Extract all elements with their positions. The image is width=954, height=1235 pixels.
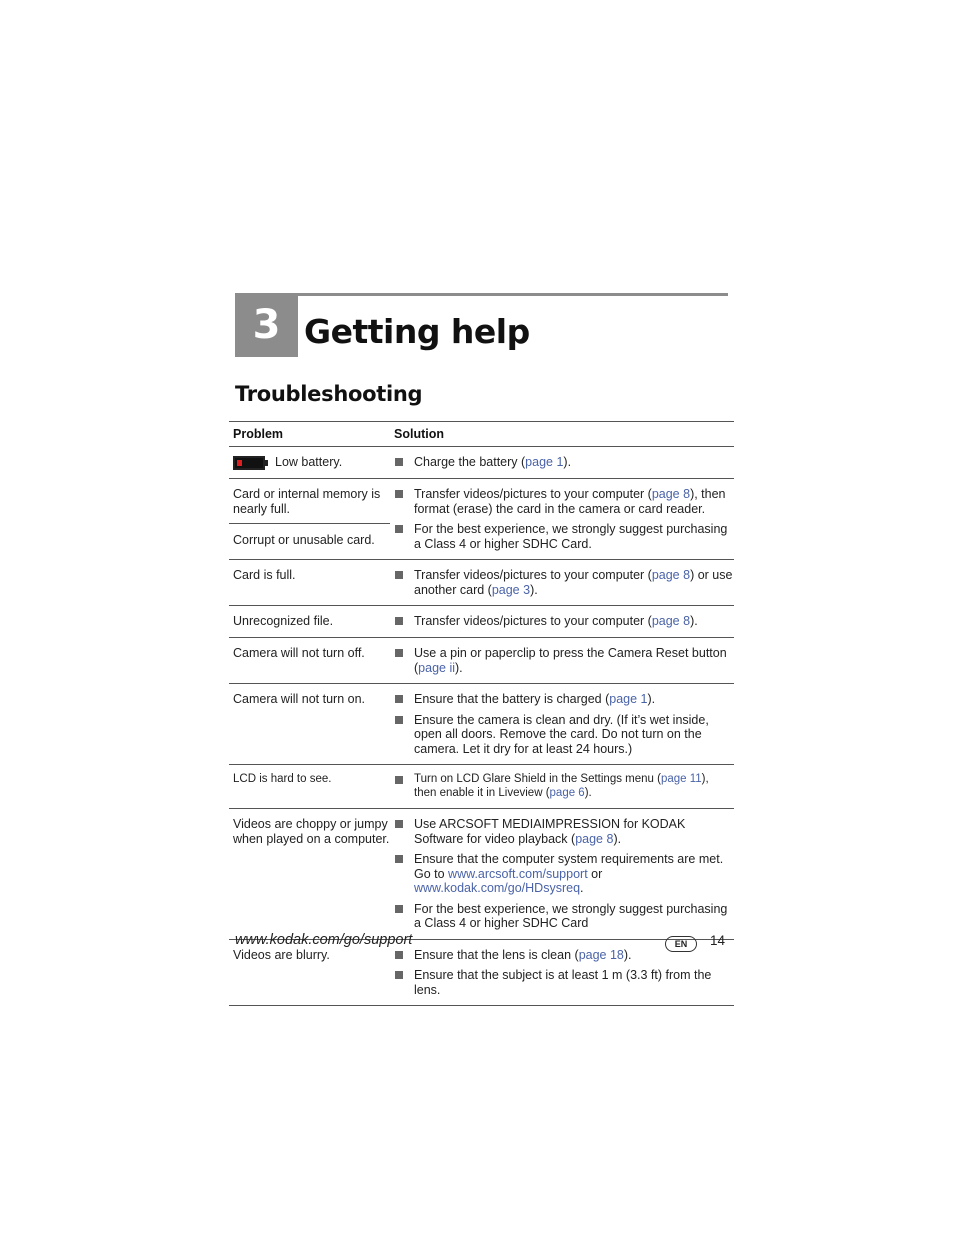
bullet-square-icon — [395, 855, 403, 863]
text-run: ) or use another card ( — [414, 568, 733, 597]
text-run: Turn on LCD Glare Shield in the Settings menu ( — [414, 773, 661, 785]
text-run: Transfer videos/pictures to your computer ( — [414, 568, 652, 582]
problem-text: Card is full. — [233, 568, 296, 582]
cross-reference-link[interactable]: page ii — [418, 660, 456, 675]
text-run: ), then enable it in Liveview ( — [414, 773, 709, 799]
solution-text — [414, 713, 734, 757]
problem-cell — [229, 479, 390, 559]
table-row — [229, 559, 734, 605]
cross-reference-link[interactable]: page 8 — [651, 568, 691, 582]
solution-text — [414, 692, 734, 707]
text-run: Transfer videos/pictures to your computer ( — [414, 487, 652, 501]
text-run: ). — [623, 947, 632, 962]
solution-cell — [390, 684, 734, 764]
bullet-square-icon — [395, 490, 403, 498]
table-row — [229, 478, 734, 559]
text-run: Ensure that the lens is clean ( — [414, 947, 579, 962]
footer-url[interactable]: www.kodak.com/go/support — [235, 932, 413, 948]
problem-text: LCD is hard to see. — [233, 773, 332, 785]
text-run: ). — [455, 660, 463, 675]
language-badge: EN — [665, 936, 697, 952]
solution-cell — [390, 479, 734, 559]
text-run: Use a pin or paperclip to press the Camera Reset button ( — [414, 646, 727, 675]
bullet-square-icon — [395, 649, 403, 657]
problem-text: Videos are blurry. — [233, 947, 330, 962]
solution-text — [414, 646, 734, 675]
cross-reference-link[interactable]: page 3 — [491, 582, 531, 597]
bullet-square-icon — [395, 776, 403, 784]
problem-text: Card or internal memory is nearly full. — [233, 487, 381, 516]
solution-item — [394, 455, 734, 470]
bullet-square-icon — [395, 716, 403, 724]
table-row — [229, 939, 734, 1007]
table-row — [229, 637, 734, 683]
text-run: Ensure that the subject is at least 1 m (3.3 ft) from the lens. — [414, 968, 712, 997]
solution-item — [394, 487, 734, 516]
bullet-square-icon — [395, 458, 403, 466]
cross-reference-link[interactable]: page 11 — [660, 773, 702, 785]
chapter-title: Getting help — [304, 312, 530, 351]
cross-reference-link[interactable]: page 1 — [525, 455, 564, 469]
problem-text: Corrupt or unusable card. — [229, 523, 390, 558]
solution-text — [414, 773, 734, 800]
cross-reference-link[interactable]: page 18 — [578, 947, 624, 962]
solution-cell — [390, 765, 734, 808]
problem-cell — [229, 447, 390, 478]
bullet-square-icon — [395, 571, 403, 579]
solution-text — [414, 568, 734, 597]
solution-item — [394, 902, 734, 931]
problem-cell — [229, 809, 390, 939]
bullet-square-icon — [395, 525, 403, 533]
text-run: ). — [690, 614, 698, 628]
text-run: ), then format (erase) the card in the camera or card reader. — [414, 487, 726, 516]
solution-text — [414, 614, 734, 629]
solution-item — [394, 968, 734, 997]
solution-text — [414, 817, 734, 846]
solution-cell — [390, 809, 734, 939]
cross-reference-link[interactable]: www.arcsoft.com/support — [448, 866, 588, 881]
solution-cell — [390, 560, 734, 605]
solution-item — [394, 522, 734, 551]
table-row — [229, 605, 734, 637]
bullet-square-icon — [395, 820, 403, 828]
table-row — [229, 683, 734, 764]
section-title: Troubleshooting — [235, 382, 423, 406]
problem-text: Unrecognized file. — [233, 614, 334, 628]
text-run: For the best experience, we strongly suggest purchasing a Class 4 or higher SDHC Card — [414, 901, 728, 930]
page-number: 14 — [710, 933, 726, 948]
solution-header: Solution — [394, 427, 444, 441]
cross-reference-link[interactable]: page 1 — [609, 692, 648, 706]
solution-item — [394, 646, 734, 675]
problem-text: Camera will not turn on. — [233, 692, 366, 706]
text-run: ). — [530, 582, 538, 597]
solution-item — [394, 692, 734, 707]
solution-text — [414, 455, 734, 470]
table-row — [229, 764, 734, 808]
text-run: or — [587, 866, 603, 881]
low-battery-icon — [233, 456, 265, 470]
solution-item — [394, 773, 734, 800]
problem-text: Low battery. — [233, 447, 390, 478]
problem-text: Videos are choppy or jumpy when played on a computer. — [233, 817, 390, 846]
text-run: Transfer videos/pictures to your computer ( — [414, 614, 652, 628]
solution-item — [394, 817, 734, 846]
bullet-square-icon — [395, 905, 403, 913]
text-run: ). — [613, 831, 622, 846]
text-run: Ensure the camera is clean and dry. (If it’s wet inside, open all doors. Remove the card. Do not turn on the camera. Let it dry for at least 24 hours.) — [414, 712, 709, 756]
solution-cell — [390, 447, 734, 478]
cross-reference-link[interactable]: page 8 — [651, 487, 691, 501]
problem-header: Problem — [233, 427, 284, 441]
chapter-rule — [235, 293, 728, 296]
solution-text — [414, 902, 734, 931]
problem-cell — [229, 606, 390, 637]
bullet-square-icon — [395, 951, 403, 959]
cross-reference-link[interactable]: page 8 — [575, 831, 614, 846]
solution-item — [394, 713, 734, 757]
solution-text — [414, 852, 734, 896]
solution-item — [394, 568, 734, 597]
cross-reference-link[interactable]: page 8 — [651, 614, 691, 628]
table-row — [229, 808, 734, 939]
table-row — [229, 446, 734, 478]
solution-text — [414, 968, 734, 997]
text-run: . — [580, 881, 584, 895]
solution-cell — [390, 638, 734, 683]
problem-text: Camera will not turn off. — [233, 646, 365, 660]
problem-cell — [229, 560, 390, 605]
text-run: ). — [563, 455, 572, 469]
text-run: Ensure that the computer system requirements are met. Go to — [414, 852, 724, 881]
solution-item — [394, 614, 734, 629]
solution-item — [394, 852, 734, 896]
text-run: For the best experience, we strongly suggest purchasing a Class 4 or higher SDHC Card. — [414, 522, 728, 551]
solution-text — [414, 522, 734, 551]
chapter-number: 3 — [235, 293, 298, 357]
problem-cell — [229, 765, 390, 808]
solution-cell — [390, 606, 734, 637]
problem-cell — [229, 638, 390, 683]
cross-reference-link[interactable]: page 6 — [549, 786, 585, 799]
bullet-square-icon — [395, 695, 403, 703]
text-run: Ensure that the battery is charged ( — [414, 692, 610, 706]
cross-reference-link[interactable]: www.kodak.com/go/HDsysreq — [414, 881, 581, 895]
solution-text — [414, 487, 734, 516]
text-run: ). — [584, 786, 592, 799]
text-run: Charge the battery ( — [414, 455, 526, 469]
problem-cell — [229, 684, 390, 764]
troubleshooting-table — [229, 421, 734, 1006]
text-run: ). — [647, 692, 656, 706]
bullet-square-icon — [395, 617, 403, 625]
bullet-square-icon — [395, 971, 403, 979]
text-run: Use ARCSOFT MEDIAIMPRESSION for KODAK Software for video playback ( — [414, 817, 686, 846]
problem-cell — [229, 940, 390, 1006]
table-header — [229, 421, 734, 446]
